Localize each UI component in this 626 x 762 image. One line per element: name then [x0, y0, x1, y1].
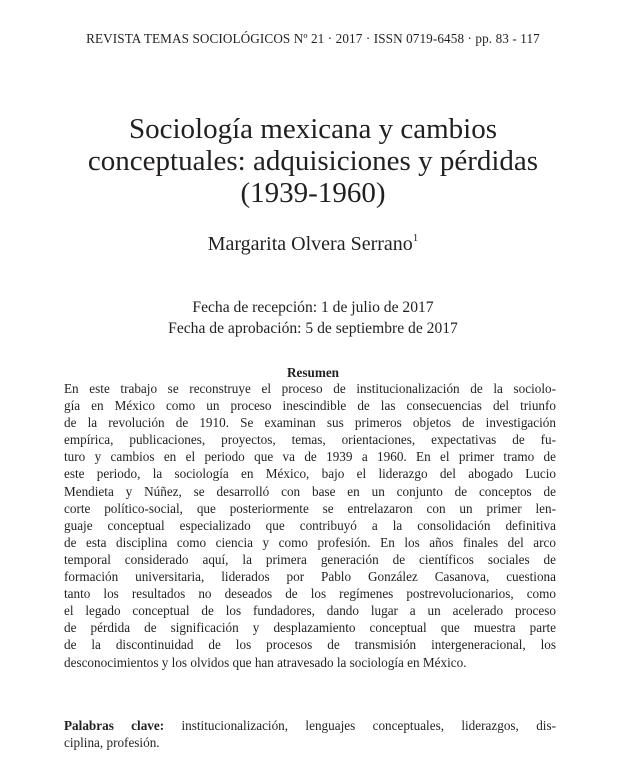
- abstract-line: corte político-social, que posteriormente se entrelazaron con un primer len-: [64, 500, 556, 516]
- abstract-line: temporal considerado aquí, la primera generación de científicos sociales de: [64, 551, 556, 567]
- submission-dates: [0, 297, 626, 339]
- abstract-line: En este trabajo se reconstruye el proceso de institucionalización de la sociolo-: [64, 381, 556, 396]
- received-date: Fecha de recepción: 1 de julio de 2017: [192, 299, 434, 316]
- abstract-line: Mendieta y Núñez, se desarrolló con base en un conjunto de conceptos de: [64, 483, 556, 499]
- abstract-line: de esta disciplina como ciencia y como profesión. En los años finales del arco: [64, 534, 556, 550]
- abstract-line: el legado conceptual de los fundadores, dando lugar a un acelerado proceso: [64, 603, 556, 619]
- title-line: conceptuales: adquisiciones y pérdidas: [87, 145, 539, 177]
- author-name: Margarita Olvera Serrano: [207, 233, 413, 255]
- abstract-line: guaje conceptual especializado que contribuyó a la consolidación definitiva: [64, 517, 556, 533]
- keywords-text: institucionalización, lenguajes conceptuales, liderazgos, dis-: [164, 718, 556, 733]
- abstract-line: tanto los resultados no deseados de los regímenes postrevolucionarios, como: [64, 586, 556, 602]
- keywords-line: ciplina, profesión.: [64, 735, 160, 751]
- abstract-line: formación universitaria, liderados por Pablo González Casanova, cuestiona: [64, 569, 556, 585]
- abstract-line: desconocimientos y los olvidos que han atravesado la sociología en México.: [64, 654, 467, 670]
- abstract-line: este periodo, la sociología en México, bajo el liderazgo del abogado Lucio: [64, 466, 556, 482]
- approved-date: Fecha de aprobación: 5 de septiembre de 2017: [168, 320, 458, 337]
- abstract-line: turo y cambios en el periodo que va de 1939 a 1960. En el primer tramo de: [64, 449, 556, 465]
- title-line: Sociología mexicana y cambios: [128, 113, 498, 145]
- abstract-line: de la revolución de 1910. Se examinan sus primeros objetos de investigación: [64, 415, 556, 431]
- running-header: REVISTA TEMAS SOCIOLÓGICOS Nº 21 · 2017 · ISSN 0719-6458 · pp. 83 - 117: [86, 31, 540, 46]
- abstract-line: empírica, publicaciones, proyectos, temas, orientaciones, expectativas de fu-: [64, 432, 556, 448]
- author: [0, 233, 626, 256]
- title-line: (1939-1960): [240, 177, 386, 209]
- keywords-label: Palabras clave:: [64, 718, 165, 733]
- abstract-line: de la discontinuidad de los procesos de transmisión intergeneracional, los: [64, 637, 556, 653]
- keywords: [64, 717, 556, 751]
- abstract-line: gía en México como un proceso inescindible de las consecuencias del triunfo: [64, 398, 556, 414]
- footnote-marker[interactable]: 1: [412, 232, 419, 244]
- article-title: [0, 113, 626, 209]
- abstract-line: de pérdida de significación y desplazamiento conceptual que muestra parte: [64, 620, 556, 636]
- keywords-line: [64, 717, 556, 734]
- abstract-body: [64, 380, 556, 671]
- abstract-heading: Resumen: [286, 365, 340, 380]
